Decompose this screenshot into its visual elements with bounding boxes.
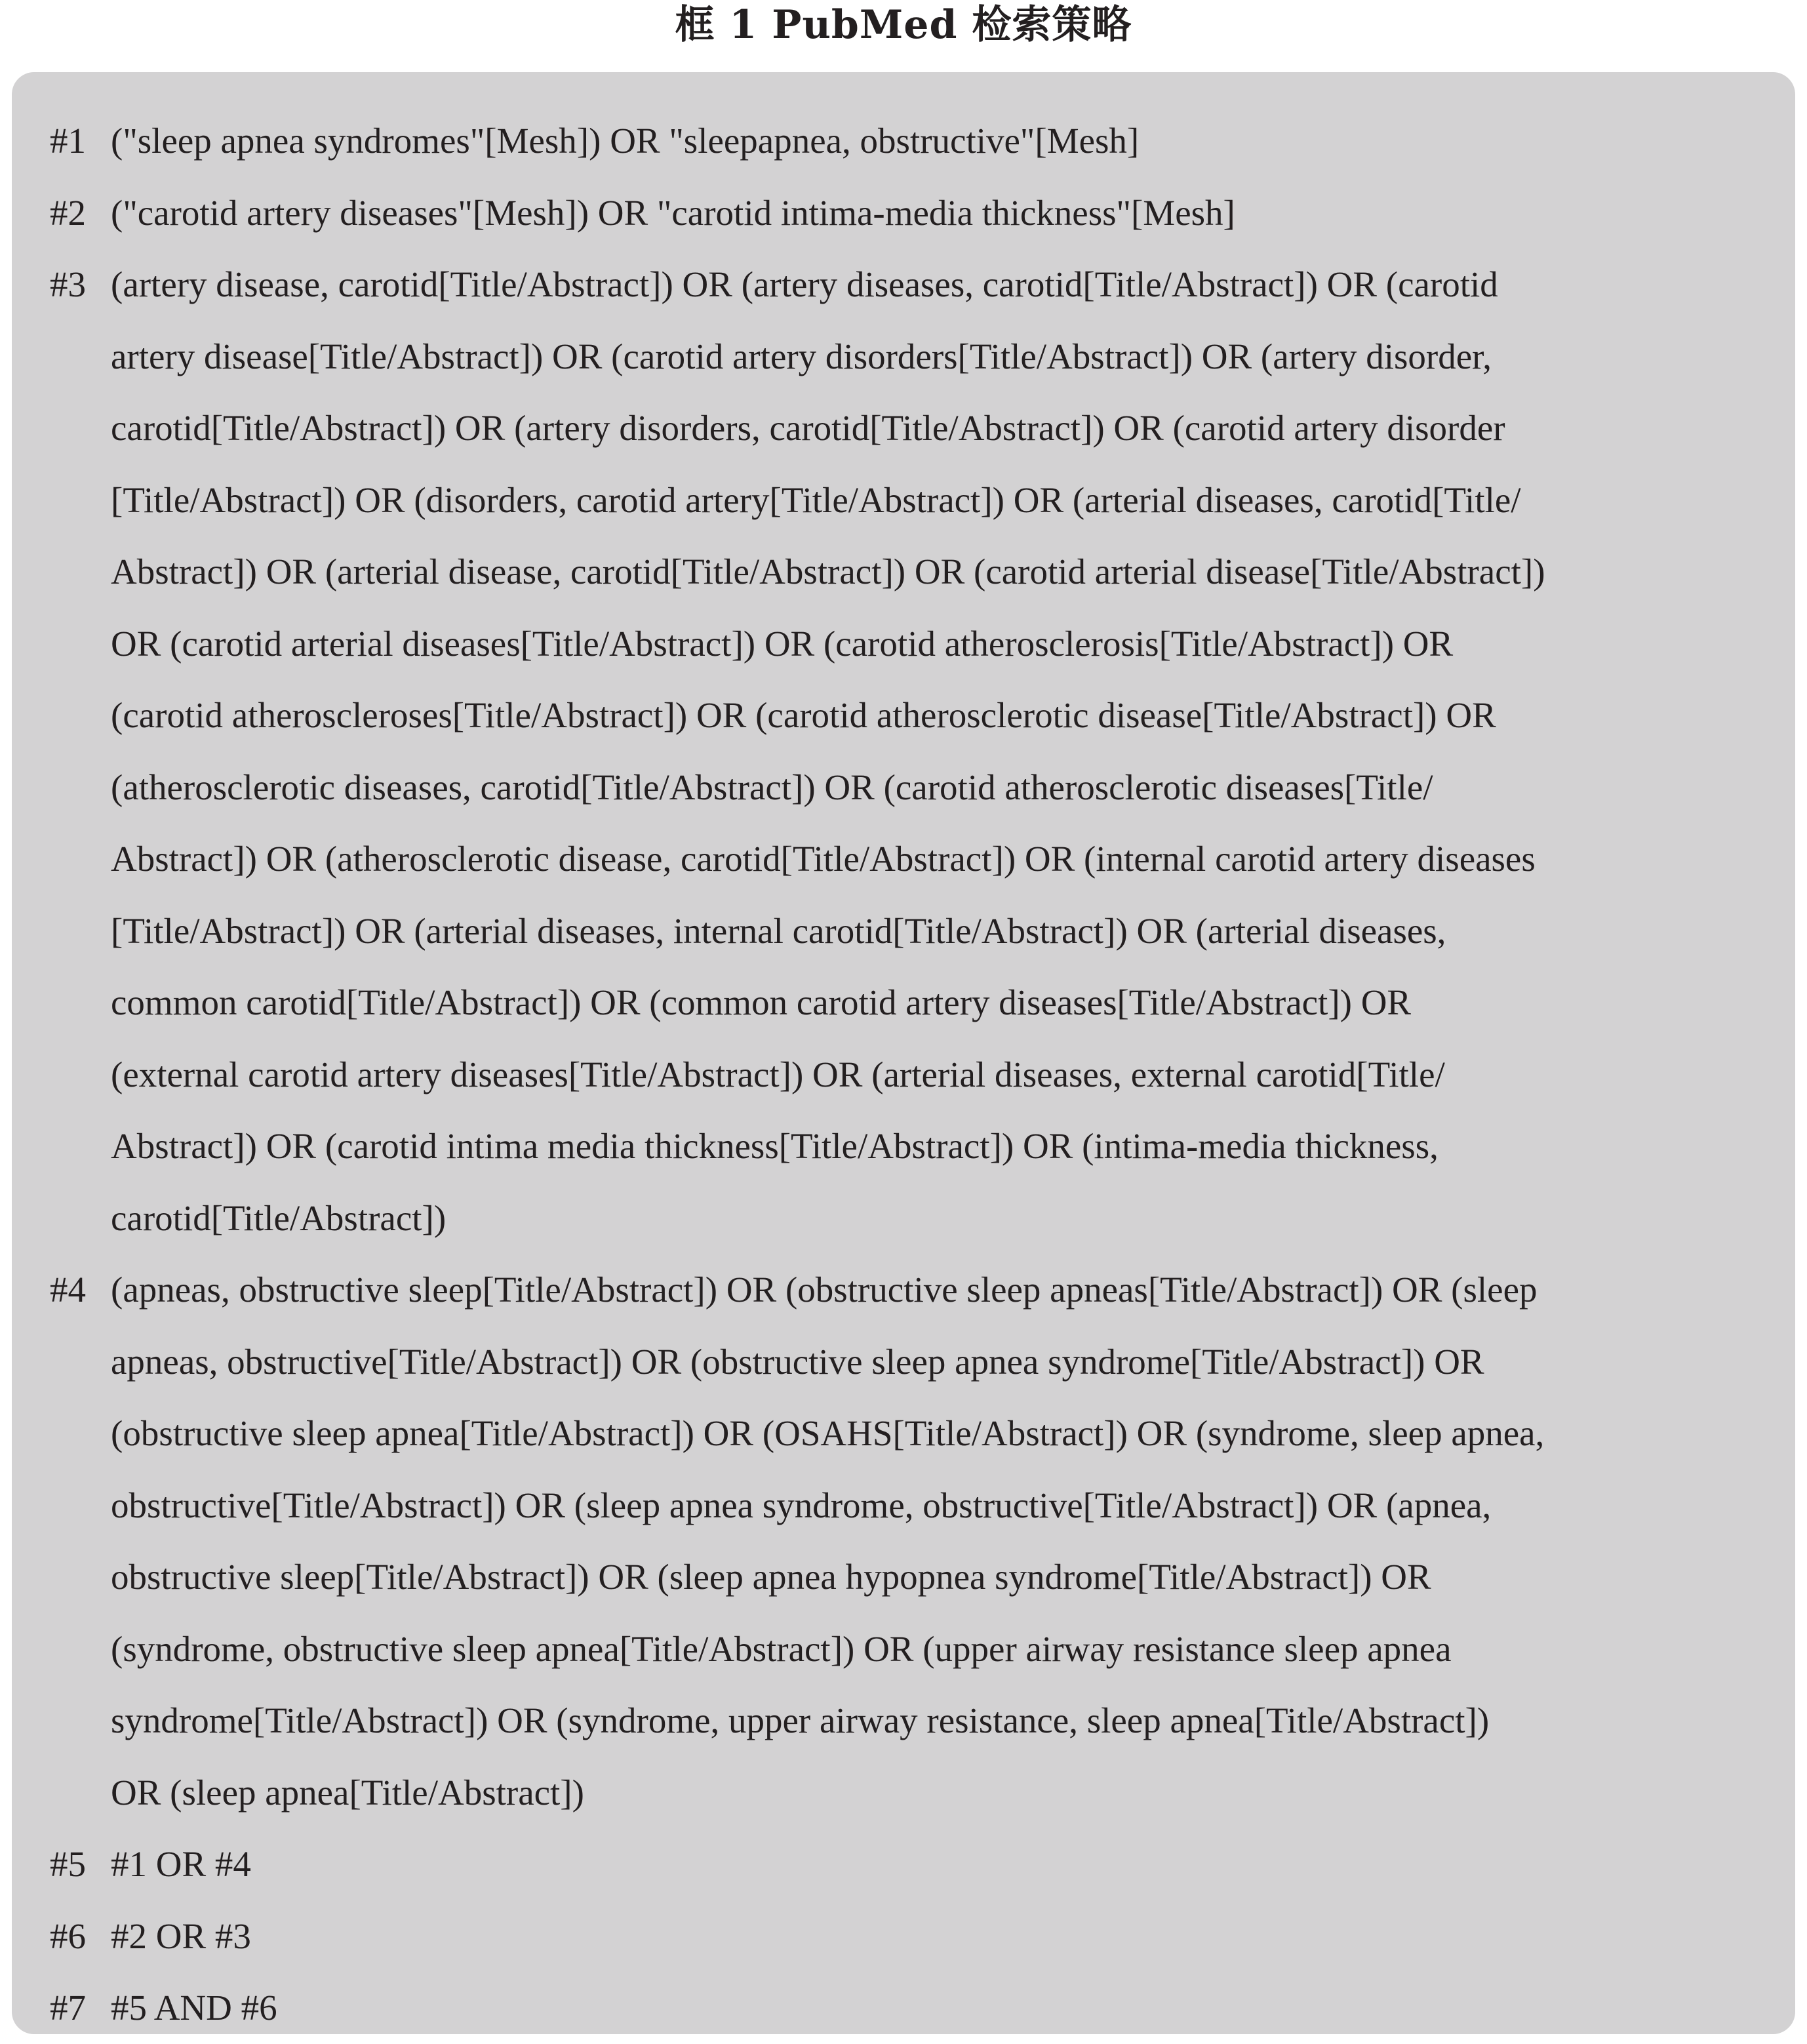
query-line: (external carotid artery diseases[Title/Abstract]) OR (arterial diseases, external carotid[Title/ bbox=[111, 1054, 1445, 1094]
query-line: (apneas, obstructive sleep[Title/Abstract]) OR (obstructive sleep apneas[Title/Abstract]) OR (sleep bbox=[111, 1270, 1538, 1310]
query-line: #1 OR #4 bbox=[111, 1844, 251, 1884]
query-line: carotid[Title/Abstract]) OR (artery disorders, carotid[Title/Abstract]) OR (carotid artery disorder bbox=[111, 408, 1505, 448]
query-line: ("carotid artery diseases"[Mesh]) OR "carotid intima-media thickness"[Mesh] bbox=[111, 192, 1235, 233]
query-line: (obstructive sleep apnea[Title/Abstract]) OR (OSAHS[Title/Abstract]) OR (syndrome, sleep apnea, bbox=[111, 1413, 1545, 1453]
entry-query bbox=[111, 105, 1779, 177]
query-line: Abstract]) OR (arterial disease, carotid[Title/Abstract]) OR (carotid arterial disease[Title/Abstract]) bbox=[111, 551, 1545, 591]
entry-label: #2 bbox=[50, 192, 86, 233]
query-line: artery disease[Title/Abstract]) OR (carotid artery disorders[Title/Abstract]) OR (artery disorder, bbox=[111, 336, 1492, 376]
query-line: (artery disease, carotid[Title/Abstract]) OR (artery diseases, carotid[Title/Abstract]) OR (carotid bbox=[111, 264, 1498, 304]
query-line: #5 AND #6 bbox=[111, 1988, 277, 2028]
query-line: (atherosclerotic diseases, carotid[Title/Abstract]) OR (carotid atherosclerotic diseases[Title/ bbox=[111, 767, 1433, 807]
query-line: #2 OR #3 bbox=[111, 1915, 251, 1956]
search-entry-5 bbox=[12, 1828, 1795, 1900]
entry-query bbox=[111, 1254, 1779, 1828]
query-line: (syndrome, obstructive sleep apnea[Title/Abstract]) OR (upper airway resistance sleep apnea bbox=[111, 1628, 1452, 1669]
query-line: common carotid[Title/Abstract]) OR (common carotid artery diseases[Title/Abstract]) OR bbox=[111, 982, 1412, 1022]
box-title: 框 1 PubMed 检索策略 bbox=[675, 2, 1132, 48]
query-line: syndrome[Title/Abstract]) OR (syndrome, upper airway resistance, sleep apnea[Title/Abstract]) bbox=[111, 1700, 1490, 1740]
entry-query bbox=[111, 1972, 1779, 2044]
query-line: (carotid atheroscleroses[Title/Abstract]) OR (carotid atherosclerotic disease[Title/Abstract]) OR bbox=[111, 695, 1496, 735]
query-line: [Title/Abstract]) OR (arterial diseases, internal carotid[Title/Abstract]) OR (arterial diseases, bbox=[111, 910, 1446, 951]
query-line: OR (sleep apnea[Title/Abstract]) bbox=[111, 1772, 584, 1813]
search-strategy-box bbox=[12, 72, 1795, 2034]
search-strategy-list bbox=[12, 105, 1795, 2044]
entry-query bbox=[111, 177, 1779, 249]
entry-query bbox=[111, 1900, 1779, 1973]
search-entry-4 bbox=[12, 1254, 1795, 1828]
entry-label: #3 bbox=[50, 264, 86, 304]
query-line: carotid[Title/Abstract]) bbox=[111, 1197, 447, 1238]
query-line: OR (carotid arterial diseases[Title/Abstract]) OR (carotid atherosclerosis[Title/Abstract]) OR bbox=[111, 623, 1454, 664]
search-entry-7 bbox=[12, 1972, 1795, 2044]
entry-label: #7 bbox=[50, 1988, 86, 2028]
query-line: obstructive[Title/Abstract]) OR (sleep apnea syndrome, obstructive[Title/Abstract]) OR (apnea, bbox=[111, 1485, 1492, 1525]
entry-query bbox=[111, 1828, 1779, 1900]
query-line: [Title/Abstract]) OR (disorders, carotid artery[Title/Abstract]) OR (arterial diseases, carotid[Title/ bbox=[111, 479, 1521, 520]
query-line: ("sleep apnea syndromes"[Mesh]) OR "sleepapnea, obstructive"[Mesh] bbox=[111, 121, 1140, 161]
query-line: Abstract]) OR (atherosclerotic disease, carotid[Title/Abstract]) OR (internal carotid artery diseases bbox=[111, 839, 1536, 879]
query-line: Abstract]) OR (carotid intima media thickness[Title/Abstract]) OR (intima-media thickness, bbox=[111, 1126, 1439, 1166]
entry-query bbox=[111, 249, 1779, 1254]
query-line: apneas, obstructive[Title/Abstract]) OR (obstructive sleep apnea syndrome[Title/Abstract]) OR bbox=[111, 1341, 1484, 1382]
search-entry-2 bbox=[12, 177, 1795, 249]
entry-label: #4 bbox=[50, 1270, 86, 1310]
entry-label: #5 bbox=[50, 1844, 86, 1884]
search-entry-1 bbox=[12, 105, 1795, 177]
entry-label: #6 bbox=[50, 1915, 86, 1956]
entry-label: #1 bbox=[50, 121, 86, 161]
query-line: obstructive sleep[Title/Abstract]) OR (sleep apnea hypopnea syndrome[Title/Abstract]) OR bbox=[111, 1557, 1431, 1597]
search-entry-3 bbox=[12, 249, 1795, 1254]
search-entry-6 bbox=[12, 1900, 1795, 1973]
